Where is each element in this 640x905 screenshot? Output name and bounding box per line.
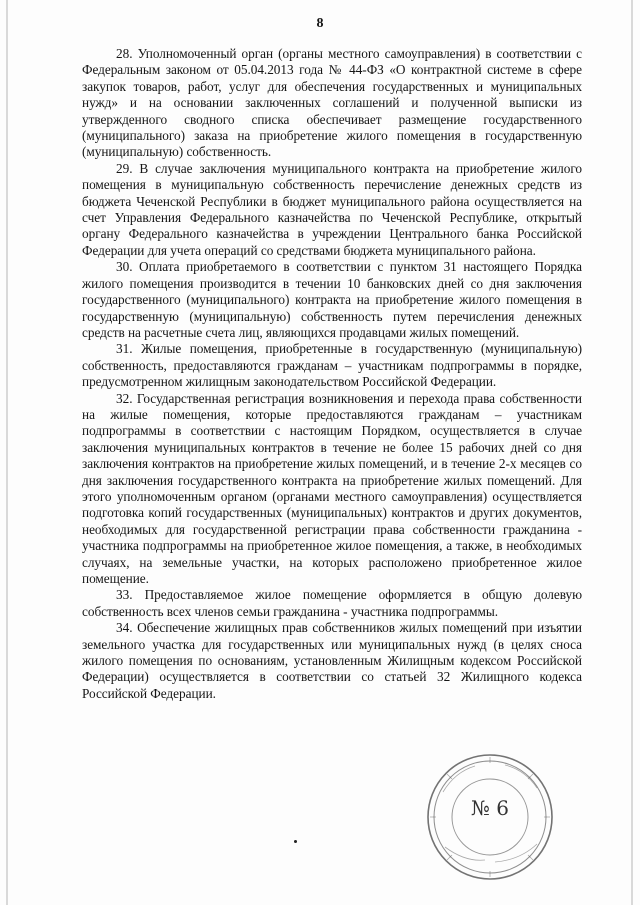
paragraph-31: 31. Жилые помещения, приобретенные в государственную (муниципальную) собственность, предоставляются гражданам – участникам подпрограммы в порядке, предусмотренном жилищным законодательством Российской Федерации. (82, 341, 582, 390)
paragraph-34: 34. Обеспечение жилищных прав собственников жилых помещений при изъятии земельного участка для государственных или муниципальных нужд (в целях сноса жилого помещения по основаниям, установленным Жилищным кодексом Российской Федерации) осуществляется в соответствии со статьей 32 Жилищного кодекса Российской Федерации. (82, 620, 582, 701)
paragraph-33: 33. Предоставляемое жилое помещение оформляется в общую долевую собственность всех членов семьи гражданина - участника подпрограммы. (82, 587, 582, 619)
scan-edge-right (631, 0, 633, 905)
scan-speck (294, 840, 297, 843)
paragraph-29: 29. В случае заключения муниципального контракта на приобретение жилого помещения в муниципальную собственность перечисление денежных средств из бюджета Чеченской Республики в бюджет муниципального района осуществляется на счет Управления Федерального казначейства по Чеченской Республике, открытый органу Федерального казначейства в учреждении Центрального банка Российской Федерации для учета операций со средствами бюджета муниципального района. (82, 160, 582, 258)
page-number: 8 (316, 16, 324, 31)
paragraph-32: 32. Государственная регистрация возникновения и перехода права собственности на жилые помещения, которые предоставляются гражданам – участникам подпрограммы в соответствии с настоящим Порядком, осуществляется в случае заключения муниципальных контрактов в течение не более 15 рабочих дней со дня заключения контрактов на приобретение жилых помещений, и в течение 2-х месяцев со дня заключения государственного контракта на приобретение жилых помещений. Для этого уполномоченным органом (органами местного самоуправления) осуществляется подготовка копий государственных (муниципальных) контрактов и других документов, необходимых для государственной регистрации права собственности гражданина - участника подпрограммы на приобретенное жилое помещения, а также, в необходимых случаях, на земельные участки, на которых расположено приобретенное жилое помещение. (82, 390, 582, 586)
document-body (82, 46, 582, 702)
official-stamp (425, 752, 555, 882)
paragraph-28: 28. Уполномоченный орган (органы местного самоуправления) в соответствии с Федеральным законом от 05.04.2013 года № 44-ФЗ «О контрактной системе в сфере закупок товаров, работ, услуг для обеспечения государственных и муниципальных нужд» и на основании заключенных соглашений и полученной выписки из утвержденного сводного списка обеспечивает размещение государственного (муниципального) заказа на приобретение жилого помещения в государственную (муниципальную) собственность. (82, 46, 582, 160)
scan-edge-left (6, 0, 8, 905)
paragraph-30: 30. Оплата приобретаемого в соответствии с пунктом 31 настоящего Порядка жилого помещения производится в течении 10 банковских дней со дня заключения государственного (муниципального) контракта на приобретение жилого помещения в государственную (муниципальную) собственность путем перечисления денежных средств на расчетные счета лиц, являющихся продавцами жилых помещений. (82, 259, 582, 340)
stamp-label: № 6 (470, 796, 509, 820)
